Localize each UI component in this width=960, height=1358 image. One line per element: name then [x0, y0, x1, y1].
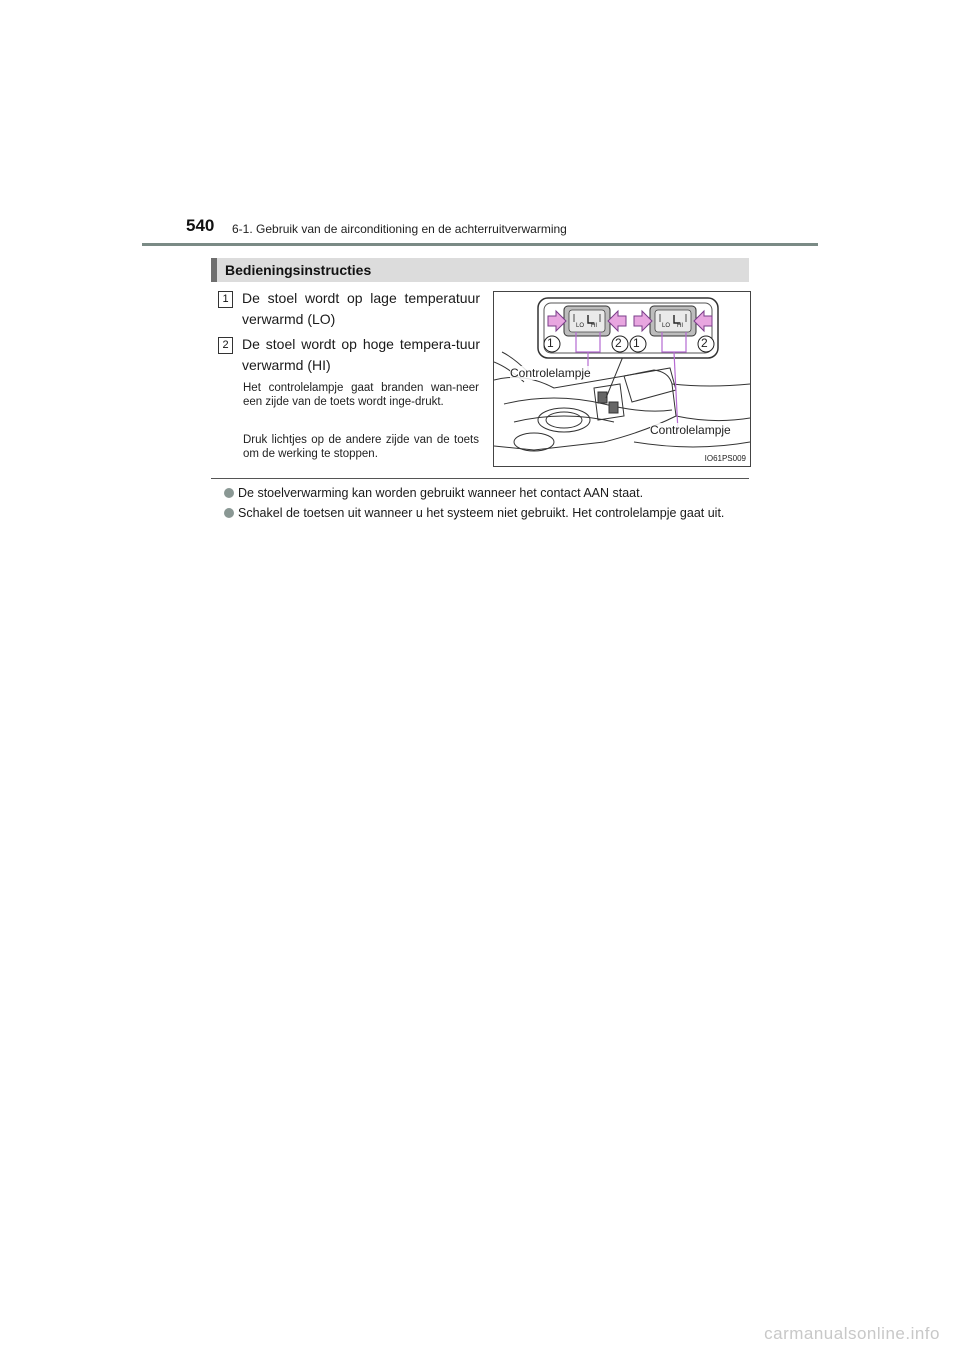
callout-1-left: 1: [547, 336, 554, 350]
section-accent: [211, 258, 217, 282]
step-2: [218, 334, 480, 376]
section-title: Bedieningsinstructies: [225, 262, 372, 278]
bullet-1: [224, 485, 763, 501]
note-1: Het controlelampje gaat branden wan-neer een zijde van de toets wordt inge-drukt.: [243, 382, 479, 408]
bullet-dot-1: [224, 488, 234, 498]
bullet-2: [224, 505, 763, 521]
seat-heater-figure: [493, 291, 751, 467]
switch-hi-right: HI: [677, 323, 683, 329]
step-text-1: De stoel wordt op lage temperatuur verwarmd (LO): [242, 290, 480, 327]
indicator-label-left: Controlelampje: [510, 366, 591, 380]
bullet-text-1: De stoelverwarming kan worden gebruikt wanneer het contact AAN staat.: [238, 486, 644, 500]
callout-1-right: 1: [633, 336, 640, 350]
switch-hi-left: HI: [591, 323, 597, 329]
divider: [211, 478, 749, 479]
section-header: [211, 258, 749, 282]
header-rule: [142, 243, 818, 246]
switch-lo-left: LO: [576, 323, 585, 329]
switch-lo-right: LO: [662, 323, 671, 329]
callout-2-right: 2: [701, 336, 708, 350]
indicator-label-right: Controlelampje: [650, 423, 731, 437]
note-2: Druk lichtjes op de andere zijde van de toets om de werking te stoppen.: [243, 434, 479, 460]
step-number-1: 1: [218, 291, 233, 308]
figure-code: IO61PS009: [704, 454, 746, 463]
watermark: carmanualsonline.info: [764, 1324, 940, 1343]
chapter-title: 6-1. Gebruik van de airconditioning en de achterruitverwarming: [232, 222, 567, 236]
bullet-dot-2: [224, 508, 234, 518]
step-number-2: 2: [218, 337, 233, 354]
callout-2-left: 2: [615, 336, 622, 350]
step-1: [218, 288, 480, 330]
bullet-text-2: Schakel de toetsen uit wanneer u het systeem niet gebruikt. Het controlelampje gaat uit.: [238, 506, 725, 520]
page-number: 540: [186, 216, 215, 235]
step-text-2: De stoel wordt op hoge tempera-tuur verwarmd (HI): [242, 336, 480, 373]
